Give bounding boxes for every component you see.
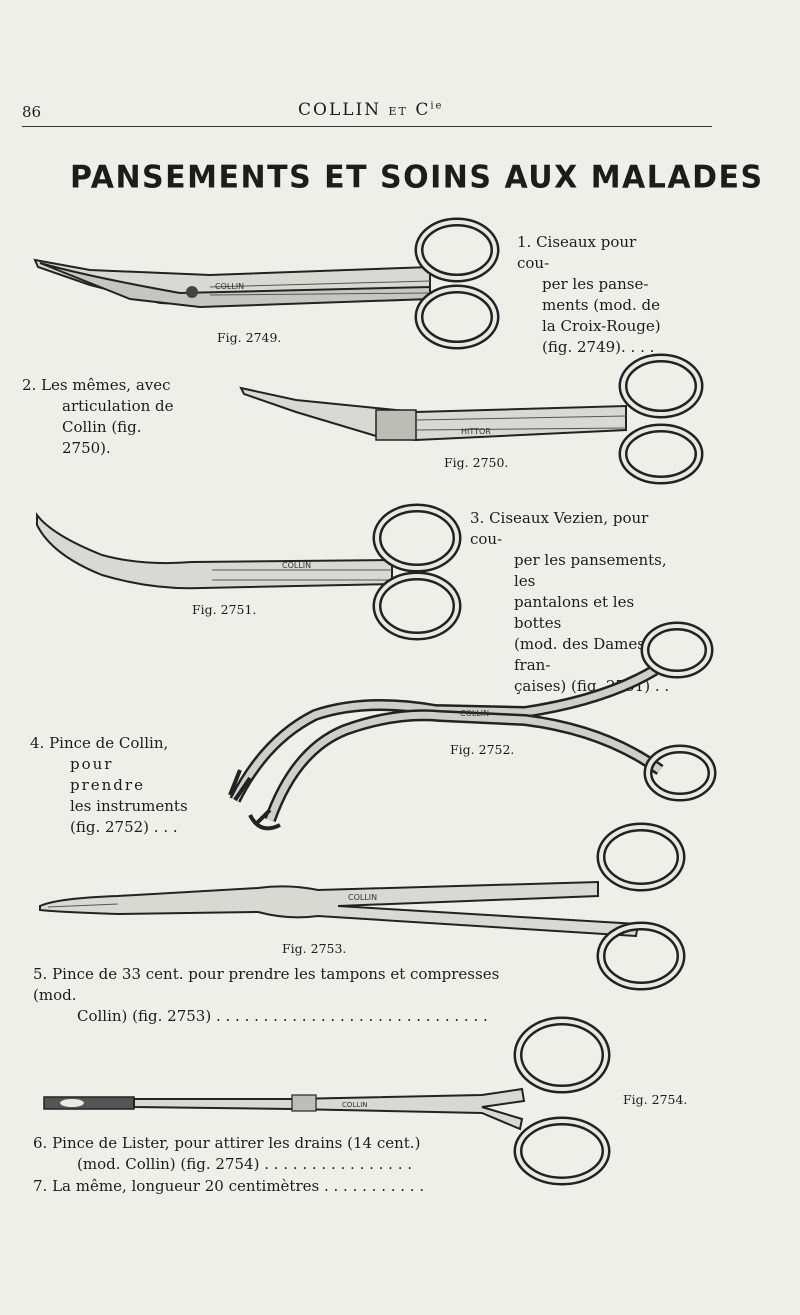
item-1-caption: [517, 232, 669, 358]
item-2-line-2: articulation de: [62, 397, 174, 415]
item-6-caption: [33, 1133, 473, 1175]
item-3-line-1: 3. Ciseaux Vezien, pour cou-: [470, 509, 649, 548]
item-1-line-3: ments (mod. de: [542, 296, 660, 314]
figure-label-2752: Fig. 2752.: [450, 742, 515, 757]
item-6-line-2: (mod. Collin) (fig. 2754) . . . . . . . . . . . . . . . .: [77, 1155, 413, 1173]
engraving-2752: COLLIN: [460, 709, 490, 718]
item-6-line-1: 6. Pince de Lister, pour attirer les drains (14 cent.): [33, 1134, 421, 1152]
page-title: PANSEMENTS ET SOINS AUX MALADES: [70, 159, 764, 196]
engraving-2751: COLLIN: [282, 561, 312, 570]
forceps-icon: [225, 620, 725, 840]
figure-label-2751: Fig. 2751.: [192, 602, 257, 617]
item-4-line-2: pour prendre: [70, 755, 145, 794]
item-1-line-5: (fig. 2749). . . .: [542, 338, 655, 356]
item-4-line-1: 4. Pince de Collin,: [30, 734, 169, 752]
item-1-line-1: 1. Ciseaux pour cou-: [517, 233, 637, 272]
item-2-line-1: 2. Les mêmes, avec: [22, 376, 171, 394]
item-2-caption: [22, 375, 192, 459]
figure-label-2750: Fig. 2750.: [444, 455, 509, 470]
figure-label-2749: Fig. 2749.: [217, 330, 282, 345]
engraving-2749: COLLIN: [215, 282, 245, 291]
item-3-line-2: per les pansements, les: [514, 551, 667, 590]
header-rule: [22, 126, 712, 127]
item-3-line-4: (mod. des Dames fran-: [514, 635, 645, 674]
item-7-caption: [33, 1176, 473, 1197]
item-1-line-2: per les panse-: [542, 275, 649, 293]
engraving-2754: COLLIN: [342, 1101, 368, 1109]
publisher-company: C: [415, 100, 431, 120]
item-5-line-2: Collin) (fig. 2753) . . . . . . . . . . . . . . . . . . . . . . . . . . . . .: [77, 1007, 488, 1025]
item-2-line-3: Collin (fig. 2750).: [62, 418, 142, 457]
item-3-line-5: çaises) (fig. 2751) . . .: [514, 677, 670, 716]
item-4-line-4: (fig. 2752) . . .: [70, 818, 178, 836]
item-7-line-1: 7. La même, longueur 20 centimètres . . . . . . . . . . .: [33, 1177, 425, 1195]
item-3-line-3: pantalons et les bottes: [514, 593, 635, 632]
item-4-line-3: les instruments: [70, 797, 188, 815]
publisher-et: ET: [388, 105, 408, 118]
engraving-2753: COLLIN: [348, 893, 378, 902]
publisher-company-sup: ie: [430, 100, 444, 112]
figure-label-2753: Fig. 2753.: [282, 941, 347, 956]
item-1-line-4: la Croix-Rouge): [542, 317, 661, 335]
figure-label-2754: Fig. 2754.: [623, 1092, 688, 1107]
running-header: [298, 100, 443, 120]
publisher-name: COLLIN: [298, 100, 382, 120]
item-5-line-1: 5. Pince de 33 cent. pour prendre les tampons et compresses (mod.: [33, 965, 500, 1004]
page-number: 86: [22, 103, 42, 121]
engraving-2750: HITTOR: [461, 427, 491, 436]
